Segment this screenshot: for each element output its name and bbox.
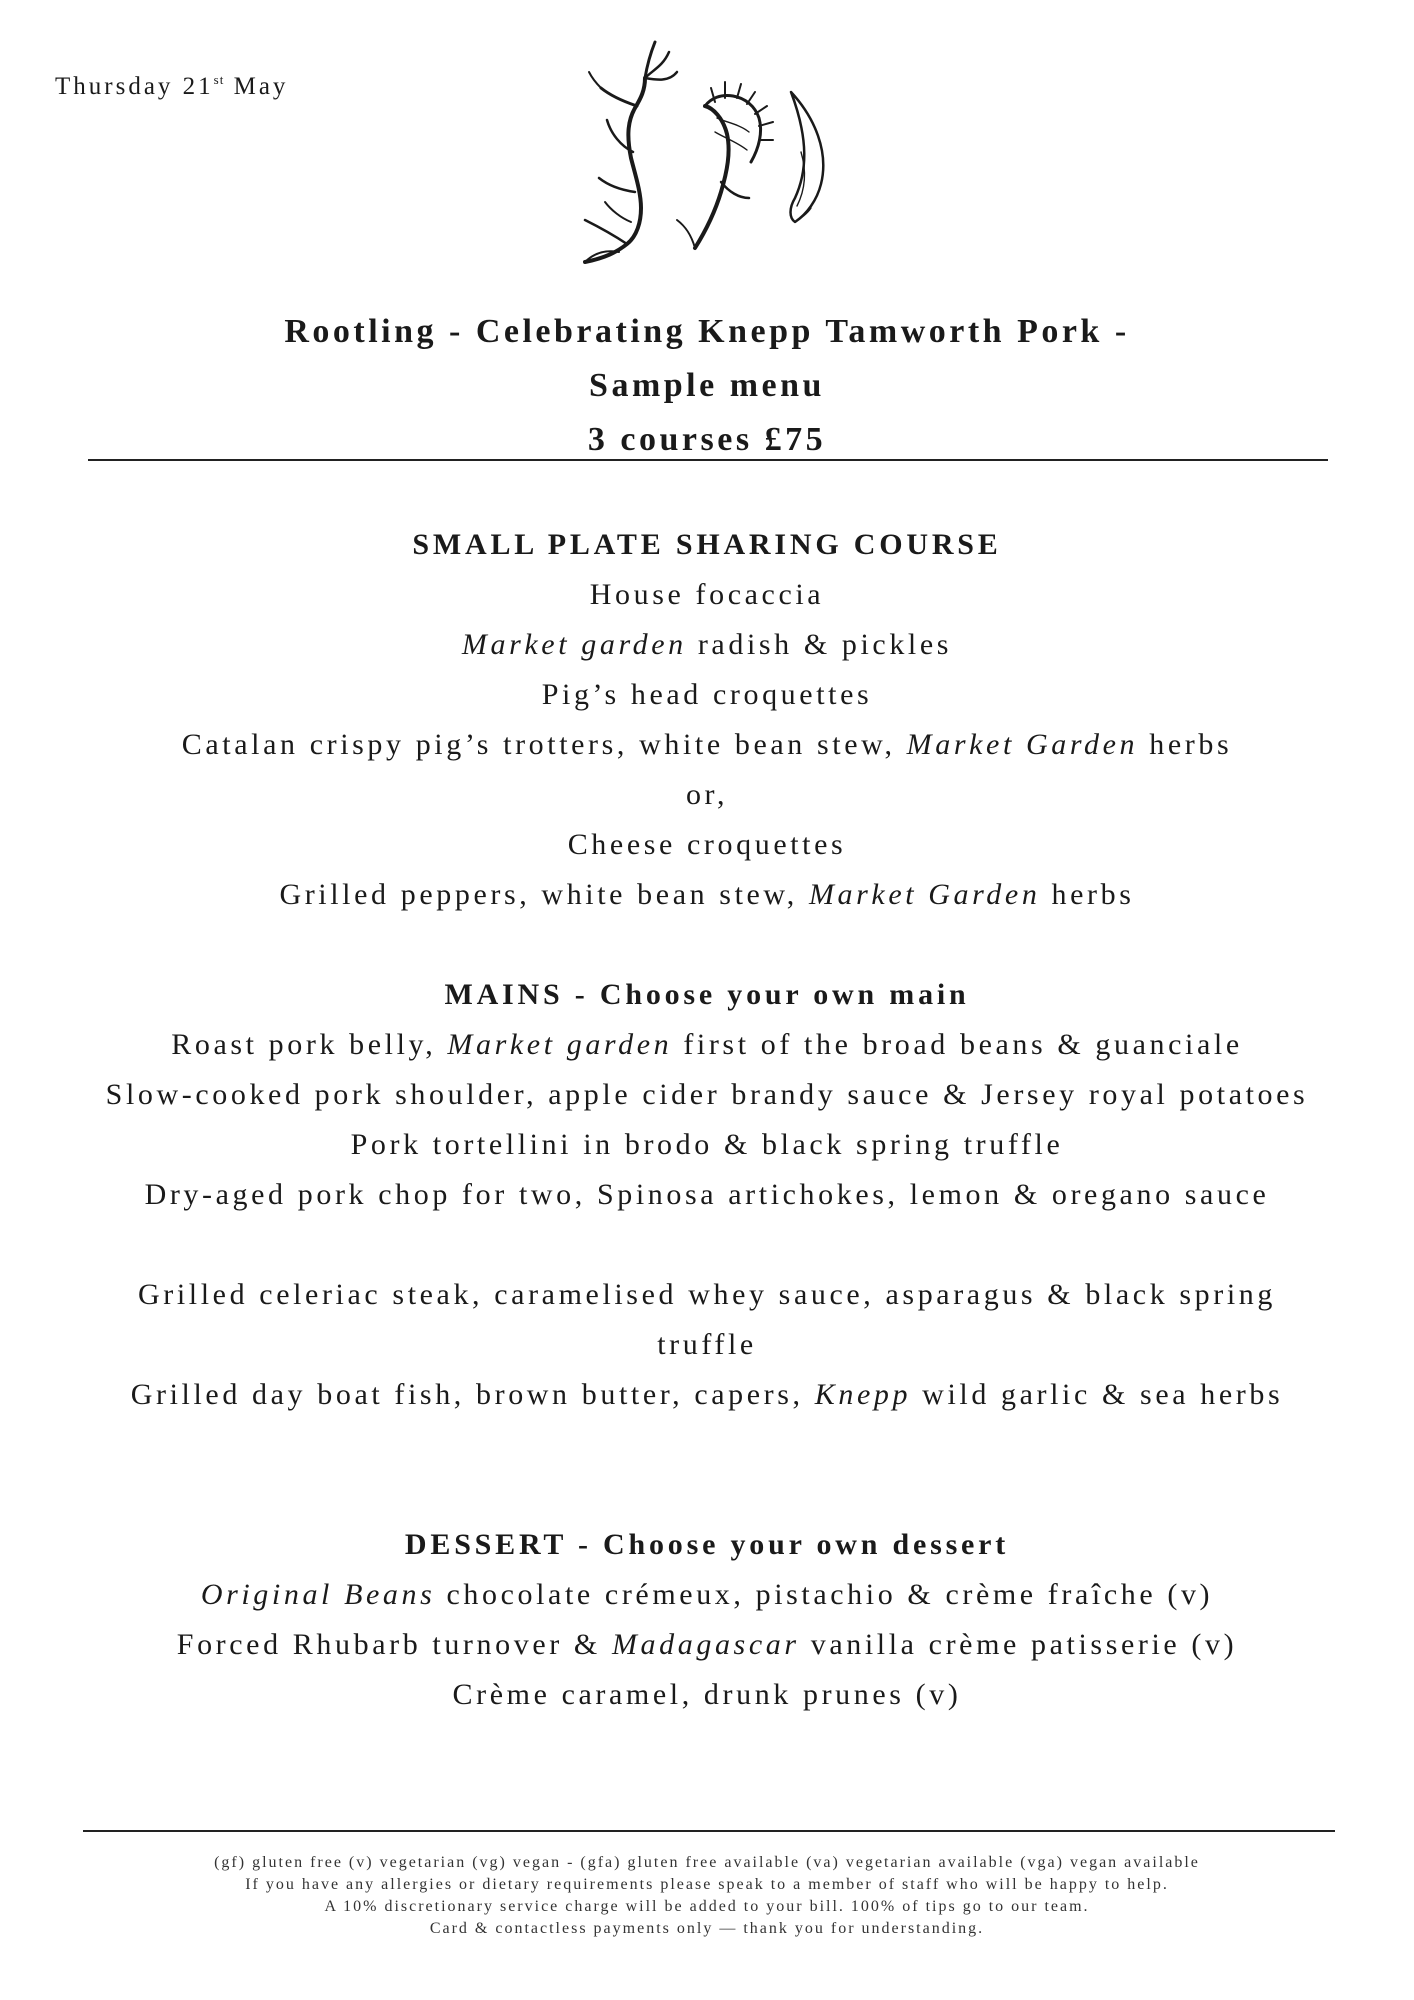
title-line-3: 3 courses £75 [587,421,827,458]
menu-item-text: herbs [1138,728,1233,761]
menu-item-text: Catalan crispy pig’s trotters, white bean stew, [181,728,907,761]
menu-item-or: or, [685,778,729,811]
menu-item-text: first of the broad beans & guanciale [672,1028,1243,1061]
menu-item-italic: Original Beans [200,1578,436,1611]
footer-allergy-note: If you have any allergies or dietary requirements please speak to a member of staff who will be happy to help. [245,1876,1169,1893]
menu-title [0,305,1414,467]
menu-item [0,1020,1414,1070]
small-plates-heading: SMALL PLATE SHARING COURSE [412,528,1002,561]
menu-item-text: Grilled day boat fish, brown butter, capers, [130,1378,815,1411]
footer-service-charge: A 10% discretionary service charge will be added to your bill. 100% of tips go to our team. [324,1898,1090,1915]
menu-item: Slow-cooked pork shoulder, apple cider brandy sauce & Jersey royal potatoes [105,1078,1309,1111]
menu-item: House focaccia [589,578,825,611]
menu-date [55,72,288,101]
menu-item [0,720,1414,770]
date-day: Thursday 21 [55,73,214,100]
menu-item [0,870,1414,920]
dessert-heading: DESSERT - Choose your own dessert [404,1528,1010,1561]
menu-item-text: wild garlic & sea herbs [911,1378,1284,1411]
menu-item-italic: Market garden [461,628,687,661]
menu-item-italic: Market garden [447,1028,673,1061]
menu-item-text: chocolate crémeux, pistachio & crème fraîche (v) [435,1578,1214,1611]
menu-item: Grilled celeriac steak, caramelised whey sauce, asparagus & black spring [138,1278,1276,1311]
menu-item-italic: Market Garden [906,728,1139,761]
menu-item: Crème caramel, drunk prunes (v) [452,1678,962,1711]
menu-item: Cheese croquettes [567,828,847,861]
menu-item: Pork tortellini in brodo & black spring truffle [350,1128,1064,1161]
menu-item-text: radish & pickles [686,628,953,661]
menu-item-text: vanilla crème patisserie (v) [799,1628,1238,1661]
menu-item-italic: Madagascar [611,1628,800,1661]
title-line-2: Sample menu [589,367,825,404]
menu-item: truffle [657,1328,757,1361]
footer-dietary-key: (gf) gluten free (v) vegetarian (vg) vegan - (gfa) gluten free available (va) vegetarian available (vga) vegan available [214,1854,1200,1871]
footer-payment-note: Card & contactless payments only — thank you for understanding. [429,1920,985,1937]
menu-item: Dry-aged pork chop for two, Spinosa artichokes, lemon & oregano sauce [144,1178,1270,1211]
menu-item-text: Roast pork belly, [171,1028,448,1061]
menu-item: Pig’s head croquettes [541,678,873,711]
menu-item-text: Grilled peppers, white bean stew, [279,878,809,911]
menu-item-italic: Market Garden [808,878,1041,911]
menu-item [0,1570,1414,1620]
date-ordinal: st [213,72,225,87]
menu-item [0,1370,1414,1420]
menu-item [0,1620,1414,1670]
menu-item-text: herbs [1040,878,1135,911]
top-divider [88,459,1328,461]
mains-heading: MAINS - Choose your own main [444,978,970,1011]
menu-item-text: Forced Rhubarb turnover & [176,1628,612,1661]
menu-item [0,620,1414,670]
bottom-divider [83,1830,1335,1832]
date-month: May [233,73,289,100]
title-line-1: Rootling - Celebrating Knepp Tamworth Pork - [284,313,1130,350]
menu-item-italic: Knepp [814,1378,912,1411]
footer-notes [0,1852,1414,1940]
menu-body [0,520,1414,1720]
antlers-illustration-icon [545,22,890,270]
